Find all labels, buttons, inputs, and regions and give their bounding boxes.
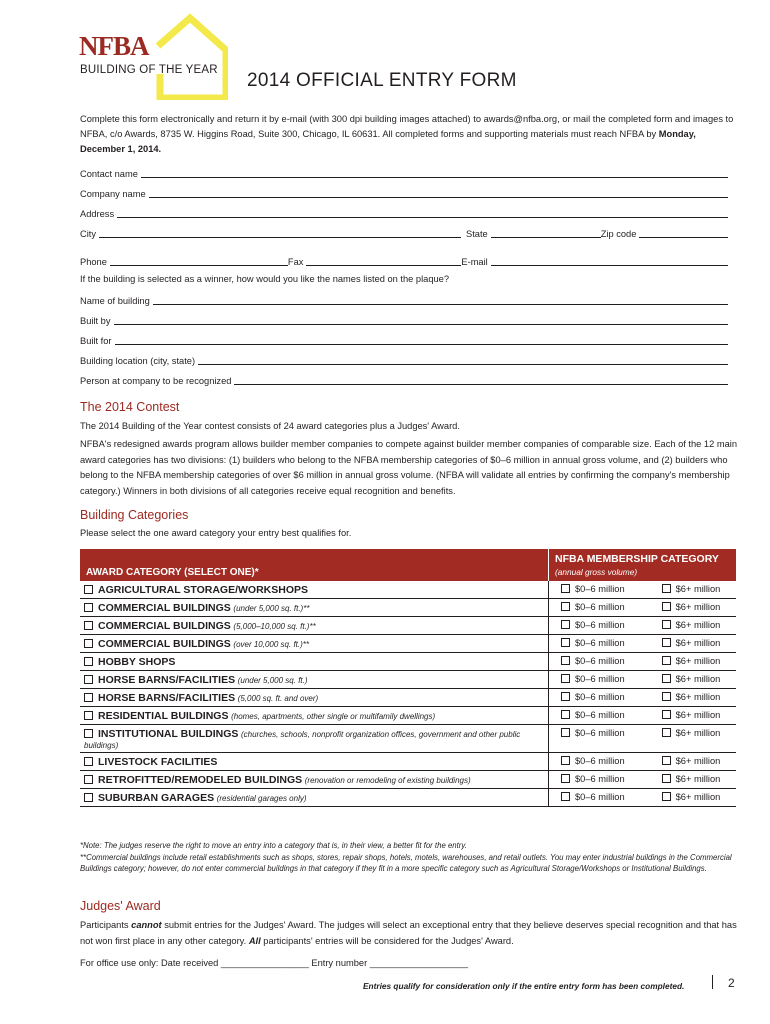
membership-option-label: $6+ million bbox=[675, 638, 721, 648]
membership-high-checkbox[interactable] bbox=[662, 638, 671, 647]
membership-option-label: $6+ million bbox=[675, 774, 721, 784]
contest-paragraph-2: NFBA's redesigned awards program allows builder member companies to compete against builder member companies of comparable size. Each of the 12 main award categories has two divisions: (1) builders who belong to the NFBA membership categories of $0–6 million in annual gross volume, and (2) builders who belong to the NFBA membership categories of over $6 million in annual gross volume. (NFBA will validate all entries by confirming the company's membership category.) Winners in both divisions of all categories receive equal recognition and benefits. bbox=[80, 439, 738, 496]
membership-option-label: $0–6 million bbox=[575, 674, 625, 684]
table-row bbox=[80, 689, 736, 707]
membership-high-checkbox[interactable] bbox=[662, 728, 671, 737]
category-checkbox[interactable] bbox=[84, 693, 93, 702]
category-note: (churches, schools, nonprofit organization offices, government and other public buildings) bbox=[84, 730, 521, 750]
category-cell[interactable] bbox=[80, 725, 549, 753]
membership-option-label: $6+ million bbox=[675, 692, 721, 702]
contest-paragraph-1: The 2014 Building of the Year contest consists of 24 award categories plus a Judges' Award. bbox=[80, 421, 460, 431]
deadline: Monday, December 1, 2014. bbox=[80, 129, 696, 154]
membership-option-label: $0–6 million bbox=[575, 774, 625, 784]
option-high-cell[interactable] bbox=[640, 707, 736, 725]
membership-option-label: $0–6 million bbox=[575, 656, 625, 666]
plaque-question: If the building is selected as a winner, how would you like the names listed on the plaque? bbox=[80, 274, 450, 284]
option-low-cell[interactable] bbox=[549, 635, 640, 653]
table-row bbox=[80, 771, 736, 789]
category-cell[interactable] bbox=[80, 753, 549, 771]
option-high-cell[interactable] bbox=[640, 617, 736, 635]
contact-name-field[interactable]: Contact name bbox=[80, 166, 728, 179]
category-note: (renovation or remodeling of existing buildings) bbox=[304, 776, 471, 785]
membership-low-checkbox[interactable] bbox=[561, 674, 570, 683]
option-high-cell[interactable] bbox=[640, 671, 736, 689]
category-checkbox[interactable] bbox=[84, 711, 93, 720]
membership-option-label: $0–6 million bbox=[575, 710, 625, 720]
category-name: SUBURBAN GARAGES bbox=[98, 792, 215, 804]
logo-subtitle: BUILDING OF THE YEAR bbox=[80, 64, 218, 76]
column-header-membership: NFBA MEMBERSHIP CATEGORY (annual gross volume) bbox=[549, 549, 737, 581]
category-checkbox[interactable] bbox=[84, 603, 93, 612]
category-checkbox[interactable] bbox=[84, 775, 93, 784]
built-by-field[interactable]: Built by bbox=[80, 313, 728, 326]
category-name: HOBBY SHOPS bbox=[98, 656, 176, 668]
category-name: HORSE BARNS/FACILITIES bbox=[98, 674, 236, 686]
option-high-cell[interactable] bbox=[640, 635, 736, 653]
category-name: HORSE BARNS/FACILITIES bbox=[98, 692, 236, 704]
membership-high-checkbox[interactable] bbox=[662, 584, 671, 593]
note-1: *Note: The judges reserve the right to move an entry into a category that is, in their view, a better fit for the entry. bbox=[80, 841, 467, 850]
option-low-cell[interactable] bbox=[549, 789, 640, 807]
membership-high-checkbox[interactable] bbox=[662, 656, 671, 665]
membership-low-checkbox[interactable] bbox=[561, 620, 570, 629]
option-low-cell[interactable] bbox=[549, 617, 640, 635]
membership-option-label: $0–6 million bbox=[575, 620, 625, 630]
footer-note: Entries qualify for consideration only if the entire entry form has been completed. bbox=[363, 981, 685, 991]
city-state-zip-row[interactable]: City State Zip code bbox=[80, 226, 728, 239]
building-name-field[interactable]: Name of building bbox=[80, 293, 728, 306]
built-for-field[interactable]: Built for bbox=[80, 333, 728, 346]
membership-high-checkbox[interactable] bbox=[662, 620, 671, 629]
category-name: RESIDENTIAL BUILDINGS bbox=[98, 710, 229, 722]
option-low-cell[interactable] bbox=[549, 599, 640, 617]
membership-option-label: $0–6 million bbox=[575, 602, 625, 612]
option-low-cell[interactable] bbox=[549, 725, 640, 753]
category-name: COMMERCIAL BUILDINGS bbox=[98, 620, 231, 632]
table-row bbox=[80, 707, 736, 725]
option-high-cell[interactable] bbox=[640, 599, 736, 617]
membership-option-label: $6+ million bbox=[675, 602, 721, 612]
category-cell[interactable] bbox=[80, 671, 549, 689]
membership-high-checkbox[interactable] bbox=[662, 692, 671, 701]
category-cell[interactable] bbox=[80, 617, 549, 635]
membership-high-checkbox[interactable] bbox=[662, 792, 671, 801]
membership-high-checkbox[interactable] bbox=[662, 774, 671, 783]
membership-option-label: $6+ million bbox=[675, 710, 721, 720]
membership-option-label: $0–6 million bbox=[575, 756, 625, 766]
membership-low-checkbox[interactable] bbox=[561, 774, 570, 783]
membership-high-checkbox[interactable] bbox=[662, 710, 671, 719]
membership-low-checkbox[interactable] bbox=[561, 638, 570, 647]
table-row bbox=[80, 635, 736, 653]
option-low-cell[interactable] bbox=[549, 753, 640, 771]
category-name: RETROFITTED/REMODELED BUILDINGS bbox=[98, 774, 303, 786]
membership-option-label: $6+ million bbox=[675, 674, 721, 684]
category-note: (residential garages only) bbox=[216, 794, 307, 803]
table-row bbox=[80, 725, 736, 753]
membership-high-checkbox[interactable] bbox=[662, 756, 671, 765]
option-low-cell[interactable] bbox=[549, 771, 640, 789]
category-note: (homes, apartments, other single or multifamily dwellings) bbox=[231, 712, 436, 721]
category-note: (under 5,000 sq. ft.)** bbox=[233, 604, 310, 613]
table-row bbox=[80, 617, 736, 635]
category-checkbox[interactable] bbox=[84, 757, 93, 766]
category-name: AGRICULTURAL STORAGE/WORKSHOPS bbox=[98, 584, 309, 596]
membership-option-label: $6+ million bbox=[675, 584, 721, 594]
category-note: (5,000 sq. ft. and over) bbox=[237, 694, 319, 703]
table-row bbox=[80, 581, 736, 599]
option-low-cell[interactable] bbox=[549, 671, 640, 689]
option-high-cell[interactable] bbox=[640, 725, 736, 753]
note-2: **Commercial buildings include retail establishments such as shops, stores, repair shops, hotels, motels, warehouses, and retail outlets. You may enter industrial buildings in the Commercial Buildings category; however, do not enter commercial buildings in that category if they fit in a more specific category such as Agricultural Storage/Workshops or Institutional Buildings. bbox=[80, 852, 732, 874]
membership-option-label: $0–6 million bbox=[575, 728, 625, 738]
table-row bbox=[80, 789, 736, 807]
category-name: INSTITUTIONAL BUILDINGS bbox=[98, 728, 239, 740]
membership-option-label: $0–6 million bbox=[575, 584, 625, 594]
membership-option-label: $6+ million bbox=[675, 792, 721, 802]
category-checkbox[interactable] bbox=[84, 793, 93, 802]
contest-heading: The 2014 Contest bbox=[80, 400, 180, 414]
option-low-cell[interactable] bbox=[549, 581, 640, 599]
option-low-cell[interactable] bbox=[549, 653, 640, 671]
phone-fax-email-row[interactable]: Phone Fax E-mail bbox=[80, 254, 728, 267]
column-header-category: AWARD CATEGORY (SELECT ONE)* bbox=[80, 549, 549, 581]
page-title: 2014 OFFICIAL ENTRY FORM bbox=[247, 70, 517, 91]
intro-text: Complete this form electronically and return it by e-mail (with 300 dpi building images attached) to awards@nfba.org, or mail the completed form and images to NFBA, c/o Awards, 8735 W. Higgins Road, Suite 300, Chicago, IL 60631. All completed forms and supporting materials must reach NFBA by Monday, December 1, 2014. bbox=[80, 114, 734, 154]
building-location-field[interactable]: Building location (city, state) bbox=[80, 353, 728, 366]
category-checkbox[interactable] bbox=[84, 675, 93, 684]
membership-low-checkbox[interactable] bbox=[561, 756, 570, 765]
category-cell[interactable] bbox=[80, 581, 549, 599]
option-high-cell[interactable] bbox=[640, 581, 736, 599]
option-high-cell[interactable] bbox=[640, 753, 736, 771]
membership-option-label: $6+ million bbox=[675, 620, 721, 630]
logo-name: NFBA bbox=[79, 31, 149, 61]
option-high-cell[interactable] bbox=[640, 771, 736, 789]
judges-text: Participants cannot submit entries for the Judges' Award. The judges will select an exceptional entry that they believe deserves special recognition and that has not won first place in any other category. All participants' entries will be considered for the Judges' Award. bbox=[80, 920, 737, 946]
category-cell[interactable] bbox=[80, 653, 549, 671]
table-notes bbox=[80, 840, 740, 875]
option-high-cell[interactable] bbox=[640, 689, 736, 707]
membership-option-label: $6+ million bbox=[675, 728, 721, 738]
membership-option-label: $6+ million bbox=[675, 656, 721, 666]
option-low-cell[interactable] bbox=[549, 689, 640, 707]
membership-low-checkbox[interactable] bbox=[561, 710, 570, 719]
category-note: (over 10,000 sq. ft.)** bbox=[233, 640, 309, 649]
membership-low-checkbox[interactable] bbox=[561, 656, 570, 665]
category-cell[interactable] bbox=[80, 689, 549, 707]
membership-option-label: $0–6 million bbox=[575, 792, 625, 802]
category-checkbox[interactable] bbox=[84, 657, 93, 666]
membership-low-checkbox[interactable] bbox=[561, 792, 570, 801]
membership-low-checkbox[interactable] bbox=[561, 602, 570, 611]
category-cell[interactable] bbox=[80, 789, 549, 807]
table-row bbox=[80, 599, 736, 617]
membership-low-checkbox[interactable] bbox=[561, 728, 570, 737]
membership-option-label: $6+ million bbox=[675, 756, 721, 766]
category-cell[interactable] bbox=[80, 635, 549, 653]
category-checkbox[interactable] bbox=[84, 621, 93, 630]
category-note: (under 5,000 sq. ft.) bbox=[237, 676, 308, 685]
category-name: COMMERCIAL BUILDINGS bbox=[98, 638, 231, 650]
page-number: 2 bbox=[728, 976, 735, 990]
membership-low-checkbox[interactable] bbox=[561, 584, 570, 593]
option-low-cell[interactable] bbox=[549, 707, 640, 725]
table-row bbox=[80, 671, 736, 689]
category-cell[interactable] bbox=[80, 771, 549, 789]
category-cell[interactable] bbox=[80, 599, 549, 617]
option-high-cell[interactable] bbox=[640, 653, 736, 671]
category-note: (5,000–10,000 sq. ft.)** bbox=[233, 622, 316, 631]
judges-heading: Judges' Award bbox=[80, 899, 161, 913]
option-high-cell[interactable] bbox=[640, 789, 736, 807]
company-name-field[interactable]: Company name bbox=[80, 186, 728, 199]
address-field[interactable]: Address bbox=[80, 206, 728, 219]
membership-option-label: $0–6 million bbox=[575, 638, 625, 648]
category-cell[interactable] bbox=[80, 707, 549, 725]
membership-option-label: $0–6 million bbox=[575, 692, 625, 702]
membership-high-checkbox[interactable] bbox=[662, 602, 671, 611]
category-checkbox[interactable] bbox=[84, 585, 93, 594]
category-checkbox[interactable] bbox=[84, 639, 93, 648]
membership-low-checkbox[interactable] bbox=[561, 692, 570, 701]
categories-table bbox=[80, 549, 736, 807]
table-row bbox=[80, 653, 736, 671]
page-divider bbox=[712, 975, 713, 989]
category-name: COMMERCIAL BUILDINGS bbox=[98, 602, 231, 614]
categories-instruction: Please select the one award category your entry best qualifies for. bbox=[80, 528, 352, 538]
office-use-line: For office use only: Date received _________________ Entry number ___________________ bbox=[80, 958, 469, 968]
person-recognized-field[interactable]: Person at company to be recognized bbox=[80, 373, 728, 386]
categories-heading: Building Categories bbox=[80, 508, 189, 522]
category-checkbox[interactable] bbox=[84, 729, 93, 738]
table-row bbox=[80, 753, 736, 771]
membership-high-checkbox[interactable] bbox=[662, 674, 671, 683]
category-name: LIVESTOCK FACILITIES bbox=[98, 756, 218, 768]
